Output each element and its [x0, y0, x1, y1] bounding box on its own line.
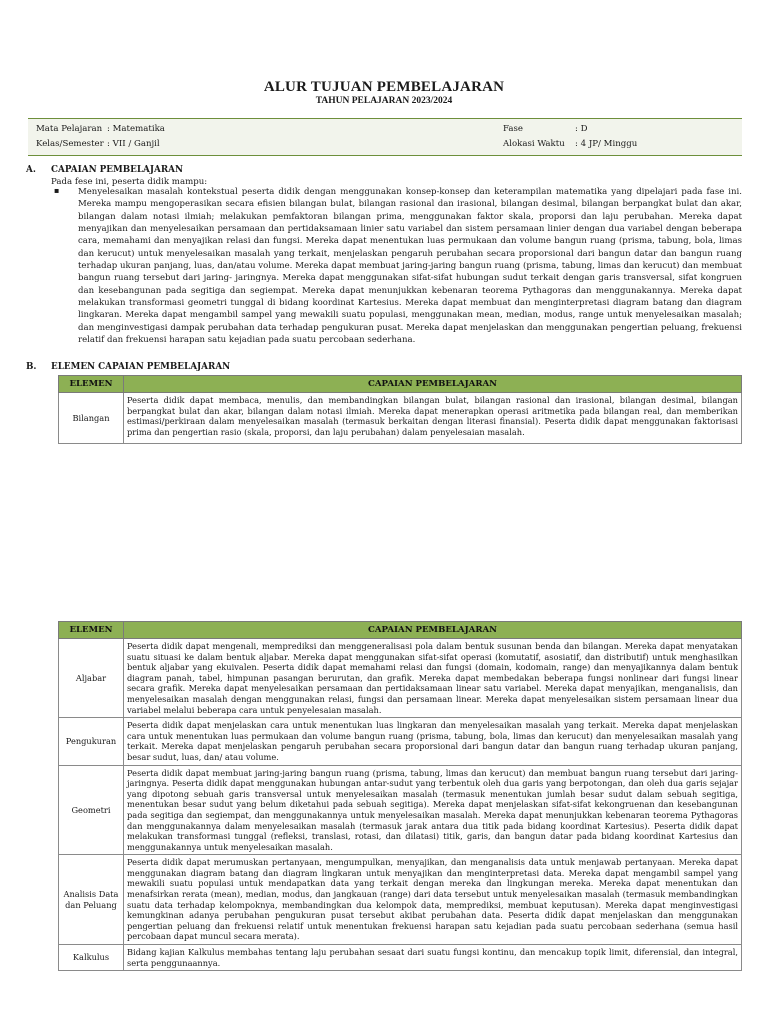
table-row: [59, 855, 742, 945]
kelas-label: Kelas/Semester: [36, 139, 104, 149]
elemen-cell: Analisis Data dan Peluang: [59, 855, 124, 945]
alokasi-label: Alokasi Waktu: [503, 139, 565, 149]
table-header-row: [59, 622, 742, 639]
cp-cell: Peserta didik dapat membaca, menulis, dan membandingkan bilangan bulat, bilangan rasional dan irasional, bilangan desimal, bilangan berpangkat bulat dan akar, bilangan dalam notasi ilmiah. Mereka dapat menerapkan operasi aritmetika pada bilangan real, dan memberikan estimasi/perkiraan dalam menyelesaikan masalah (termasuk berkaitan dengan literasi finansial). Peserta didik dapat menggunakan faktorisasi prima dan pengertian rasio (skala, proporsi, dan laju perubahan) dalam penyelesaian masalah.: [124, 393, 742, 444]
cp-column-header: CAPAIAN PEMBELAJARAN: [124, 376, 742, 393]
document-title: ALUR TUJUAN PEMBELAJARAN: [263, 79, 505, 95]
table-row: [59, 718, 742, 765]
table-row: [59, 393, 742, 444]
fase-value: : D: [575, 124, 588, 134]
elemen-table-1: [58, 375, 742, 444]
section-a-letter: A.: [26, 165, 36, 175]
elemen-table-2: [58, 621, 742, 971]
mapel-value: : Matematika: [107, 124, 165, 134]
cp-cell: Peserta didik dapat menjelaskan cara untuk menentukan luas lingkaran dan menyelesaikan masalah yang terkait. Mereka dapat menjelaskan cara untuk menentukan luas permukaan dan volume bangun ruang (prisma, tabung, bola, limas dan kerucut) dan menyelesaikan masalah yang terkait. Mereka dapat menjelaskan pengaruh perubahan secara proporsional dari bangun datar dan bangun ruang terhadap ukuran panjang, besar sudut, luas, dan/ atau volume.: [124, 718, 742, 765]
section-a-intro: Pada fese ini, peserta didik mampu:: [51, 177, 208, 187]
section-b-letter: B.: [26, 362, 37, 372]
cp-column-header: CAPAIAN PEMBELAJARAN: [124, 622, 742, 639]
elemen-cell: Kalkulus: [59, 945, 124, 971]
alokasi-value: : 4 JP/ Minggu: [575, 139, 638, 149]
info-box: [28, 118, 742, 156]
document-subtitle: TAHUN PELAJARAN 2023/2024: [315, 96, 453, 106]
elemen-column-header: ELEMEN: [59, 376, 124, 393]
cp-cell: Bidang kajian Kalkulus membahas tentang laju perubahan sesaat dari suatu fungsi kontinu, dan mencakup topik limit, diferensial, dan integral, serta penggunaannya.: [124, 945, 742, 971]
kelas-value: : VII / Ganjil: [107, 139, 160, 149]
cp-cell: Peserta didik dapat membuat jaring-jaring bangun ruang (prisma, tabung, limas dan kerucut) dan membuat bangun ruang tersebut dari jaring-jaringnya. Peserta didik dapat menggunakan hubungan antar-sudut yang terbentuk oleh dua garis yang berpotongan, dan oleh dua garis sejajar yang dipotong sebuah garis transversal untuk menyelesaikan masalah (termasuk menentukan jumlah besar sudut dalam sebuah segitiga, menentukan besar sudut yang belum diketahui pada sebuah segitiga). Mereka dapat menjelaskan sifat-sifat kekongruenan dan kesebangunan pada segitiga dan segiempat, dan menggunakannya untuk menyelesaikan masalah. Mereka dapat menunjukkan kebenaran teorema Pythagoras dan menggunakannya dalam menyelesaikan masalah (termasuk jarak antara dua titik pada bidang koordinat Kartesius). Peserta didik dapat melakukan transformasi tunggal (refleksi, translasi, rotasi, dan dilatasi) titik, garis, dan bangun datar pada bidang koordinat Kartesius dan menggunakannya untuk menyelesaikan masalah.: [124, 765, 742, 855]
elemen-cell: Geometri: [59, 765, 124, 855]
fase-label: Fase: [503, 124, 523, 134]
elemen-cell: Aljabar: [59, 639, 124, 718]
table-row: [59, 639, 742, 718]
elemen-cell: Bilangan: [59, 393, 124, 444]
table-row: [59, 945, 742, 971]
bullet-icon: ▪: [54, 186, 60, 195]
cp-cell: Peserta didik dapat merumuskan pertanyaan, mengumpulkan, menyajikan, dan menganalisis data untuk menjawab pertanyaan. Mereka dapat menggunakan diagram batang dan diagram lingkaran untuk menyajikan dan menginterpretasi data. Mereka dapat mengambil sampel yang mewakili suatu populasi untuk mendapatkan data yang terkait dengan mereka dan lingkungan mereka. Mereka dapat menentukan dan menafsirkan rerata (mean), median, modus, dan jangkauan (range) dari data tersebut untuk menyelesaikan masalah (termasuk membandingkan suatu data terhadap kelompoknya, membandingkan dua kelompok data, memprediksi, membuat keputusan). Mereka dapat menginvestigasi kemungkinan adanya perubahan pengukuran pusat tersebut akibat perubahan data. Peserta didik dapat menjelaskan dan menggunakan pengertian peluang dan frekuensi relatif untuk menentukan frekuensi harapan satu kejadian pada suatu percobaan sederhana (semua hasil percobaan dapat muncul secara merata).: [124, 855, 742, 945]
elemen-column-header: ELEMEN: [59, 622, 124, 639]
section-b-title: ELEMEN CAPAIAN PEMBELAJARAN: [51, 362, 231, 372]
section-a-title: CAPAIAN PEMBELAJARAN: [51, 165, 184, 175]
mapel-label: Mata Pelajaran: [36, 124, 103, 134]
elemen-cell: Pengukuran: [59, 718, 124, 765]
table-header-row: [59, 376, 742, 393]
table-row: [59, 765, 742, 855]
capaian-paragraph: Menyelesaikan masalah kontekstual peserta didik dengan menggunakan konsep-konsep dan keterampilan matematika yang dipelajari pada fase ini. Mereka mampu mengoperasikan secara efisien bilangan bulat, bilangan rasional dan irasional, bilangan desimal, bilangan berpangkat bulat dan akar, bilangan dalam notasi ilmiah; melakukan pemfaktoran bilangan prima, menggunakan faktor skala, proporsi dan laju perubahan. Mereka dapat menyajikan dan menyelesaikan persamaan dan pertidaksamaan linier satu variabel dan sistem persamaan linier dengan dua variabel dengan beberapa cara, memahami dan menyajikan relasi dan fungsi. Mereka dapat menentukan luas permukaan dan volume bangun ruang (prisma, tabung, bola, limas dan kerucut) untuk menyelesaikan masalah yang terkait, menjelaskan pengaruh perubahan secara proporsional dari bangun datar dan bangun ruang terhadap ukuran panjang, luas, dan/atau volume. Mereka dapat membuat jaring-jaring bangun ruang (prisma, tabung, limas dan kerucut) dan membuat bangun ruang tersebut dari jaring- jaringnya. Mereka dapat menggunakan sifat-sifat hubungan sudut terkait dengan garis transversal, sifat kongruen dan kesebangunan pada segitiga dan segiempat. Mereka dapat menunjukkan kebenaran teorema Pythagoras dan menggunakannya. Mereka dapat melakukan transformasi geometri tunggal di bidang koordinat Kartesius. Mereka dapat membuat dan menginterpretasi diagram batang dan diagram lingkaran. Mereka dapat mengambil sampel yang mewakili suatu populasi, menggunakan mean, median, modus, range untuk menyelesaikan masalah; dan menginvestigasi dampak perubahan data terhadap pengukuran pusat. Mereka dapat menjelaskan dan menggunakan pengertian peluang, frekuensi relatif dan frekuensi harapan satu kejadian pada suatu percobaan sederhana.: [78, 187, 742, 346]
cp-cell: Peserta didik dapat mengenali, memprediksi dan menggeneralisasi pola dalam bentuk susunan benda dan bilangan. Mereka dapat menyatakan suatu situasi ke dalam bentuk aljabar. Mereka dapat menggunakan sifat-sifat operasi (komutatif, asosiatif, dan distributif) untuk menghasilkan bentuk aljabar yang ekuivalen. Peserta didik dapat memahami relasi dan fungsi (domain, kodomain, range) dan menyajikannya dalam bentuk diagram panah, tabel, himpunan pasangan berurutan, dan grafik. Mereka dapat membedakan beberapa fungsi nonlinear dari fungsi linear secara grafik. Mereka dapat menyelesaikan persamaan dan pertidaksamaan linear satu variabel. Mereka dapat menyajikan, menganalisis, dan menyelesaikan masalah dengan menggunakan relasi, fungsi dan persamaan linear. Mereka dapat menyelesaikan sistem persamaan linear dua variabel melalui beberapa cara untuk penyelesaian masalah.: [124, 639, 742, 718]
